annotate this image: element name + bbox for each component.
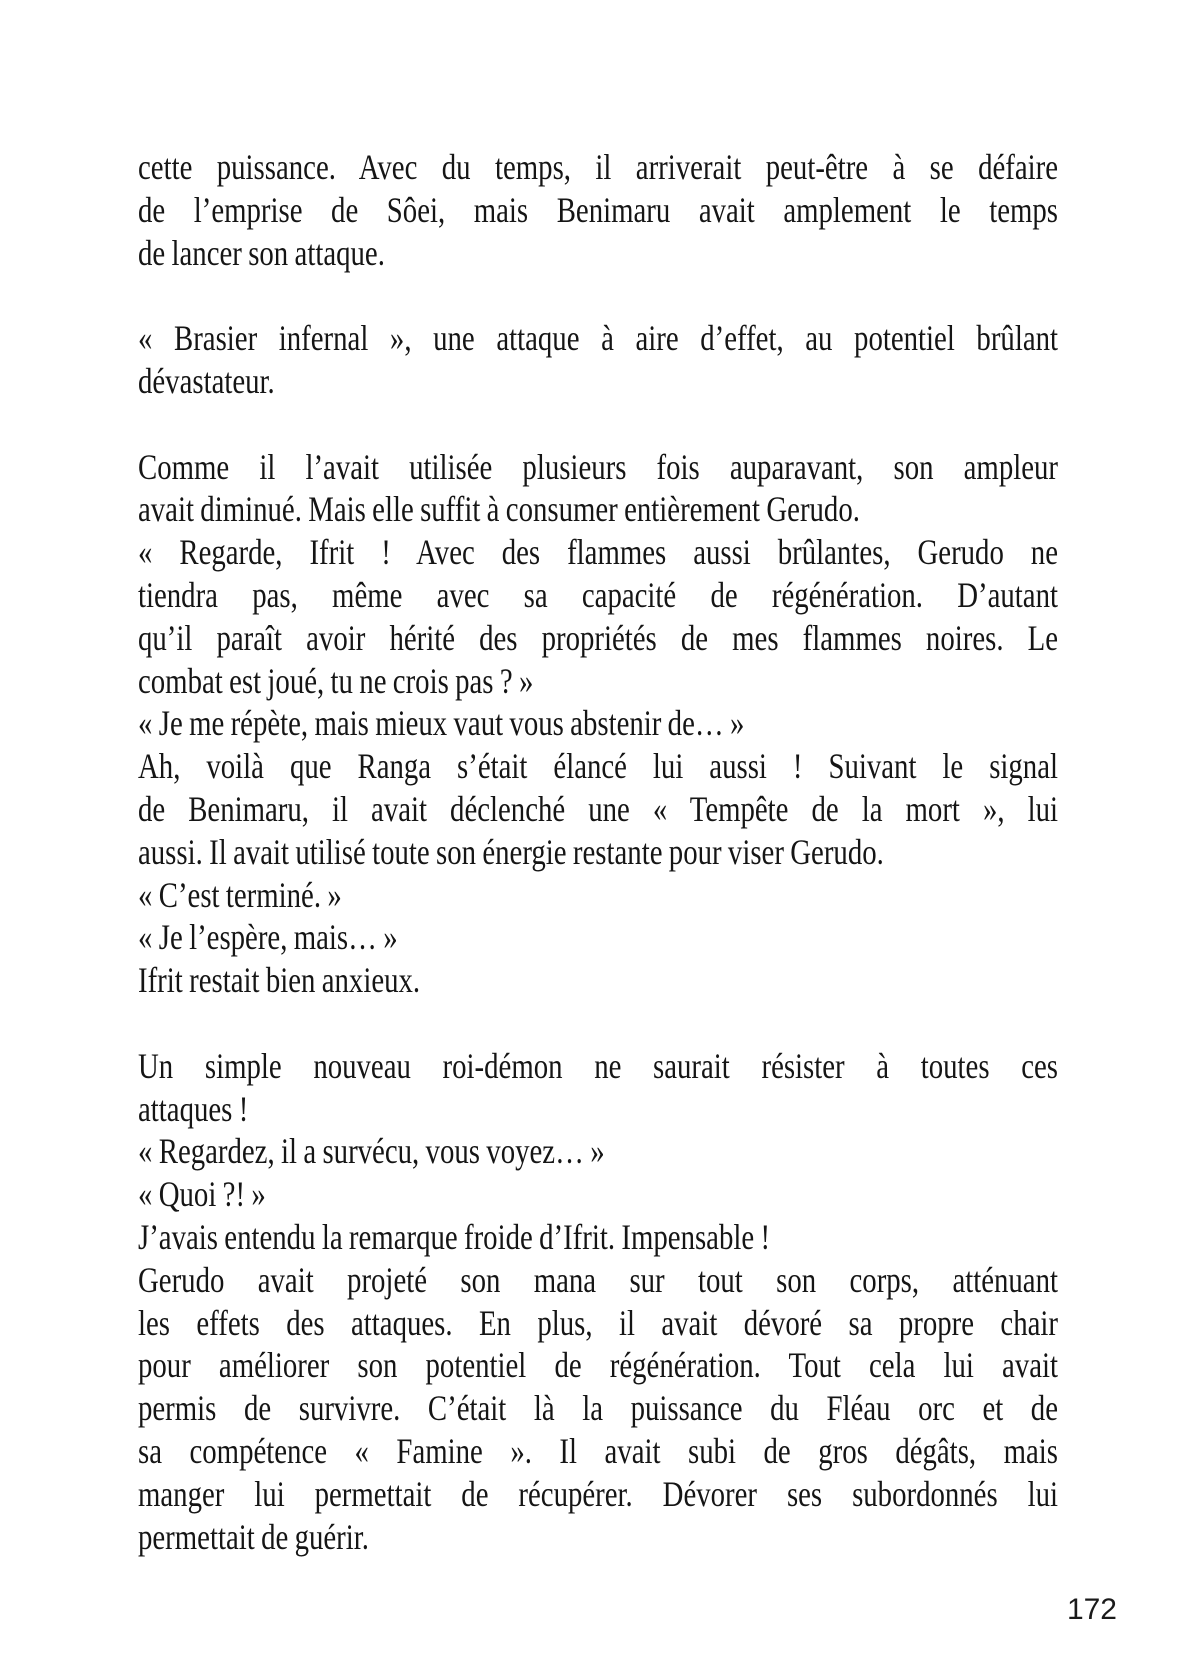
text-line: avait diminué. Mais elle suffit à consumer entièrement Gerudo. <box>138 489 860 530</box>
paragraph <box>138 1173 1058 1216</box>
paragraph <box>138 916 1058 959</box>
text-line: de lancer son attaque. <box>138 232 385 273</box>
paragraph <box>138 1216 1058 1259</box>
text-line: pour améliorer son potentiel de régénération. Tout cela lui avait <box>138 1345 1058 1386</box>
paragraph <box>138 959 1058 1002</box>
text-line: permettait de guérir. <box>138 1516 369 1557</box>
text-line: combat est joué, tu ne crois pas ? » <box>138 660 534 701</box>
text-line: « C’est terminé. » <box>138 874 342 915</box>
text-line: sa compétence « Famine ». Il avait subi de gros dégâts, mais <box>138 1430 1058 1471</box>
text-line: dévastateur. <box>138 360 275 401</box>
body-text <box>138 146 1058 1558</box>
text-line: cette puissance. Avec du temps, il arriverait peut-être à se défaire <box>138 147 1058 187</box>
text-line: « Je l’espère, mais… » <box>138 917 398 958</box>
text-line: de Benimaru, il avait déclenché une « Tempête de la mort », lui <box>138 788 1058 829</box>
text-line: « Je me répète, mais mieux vaut vous abstenir de… » <box>138 703 745 744</box>
text-line: J’avais entendu la remarque froide d’Ifrit. Impensable ! <box>138 1216 771 1257</box>
paragraph <box>138 531 1058 702</box>
text-line: aussi. Il avait utilisé toute son énergie restante pour viser Gerudo. <box>138 831 884 872</box>
text-line: « Brasier infernal », une attaque à aire d’effet, au potentiel brûlant <box>138 318 1058 359</box>
text-line: attaques ! <box>138 1088 249 1129</box>
text-line: « Regardez, il a survécu, vous voyez… » <box>138 1131 605 1172</box>
text-line: les effets des attaques. En plus, il avait dévoré sa propre chair <box>138 1302 1058 1343</box>
paragraph <box>138 446 1058 532</box>
text-line: manger lui permettait de récupérer. Dévorer ses subordonnés lui <box>138 1473 1058 1514</box>
text-line: tiendra pas, même avec sa capacité de régénération. D’autant <box>138 574 1058 615</box>
page-number: 172 <box>1066 1593 1117 1626</box>
text-line: Ah, voilà que Ranga s’était élancé lui aussi ! Suivant le signal <box>138 746 1058 787</box>
paragraph <box>138 317 1058 403</box>
text-line: qu’il paraît avoir hérité des propriétés de mes flammes noires. Le <box>138 617 1058 658</box>
text-line: Comme il l’avait utilisée plusieurs fois auparavant, son ampleur <box>138 446 1058 487</box>
text-line: Gerudo avait projeté son mana sur tout son corps, atténuant <box>138 1259 1058 1300</box>
text-line: Un simple nouveau roi-démon ne saurait résister à toutes ces <box>138 1045 1058 1086</box>
paragraph <box>138 1130 1058 1173</box>
text-line: permis de survivre. C’était là la puissance du Fléau orc et de <box>138 1388 1058 1429</box>
paragraph <box>138 146 1058 274</box>
text-line: de l’emprise de Sôei, mais Benimaru avait amplement le temps <box>138 189 1058 230</box>
text-line: « Quoi ?! » <box>138 1174 266 1215</box>
paragraph <box>138 702 1058 745</box>
paragraph <box>138 1045 1058 1131</box>
paragraph <box>138 874 1058 917</box>
text-line: Ifrit restait bien anxieux. <box>138 960 421 1001</box>
paragraph <box>138 1259 1058 1559</box>
text-line: « Regarde, Ifrit ! Avec des flammes aussi brûlantes, Gerudo ne <box>138 532 1058 573</box>
paragraph <box>138 745 1058 873</box>
